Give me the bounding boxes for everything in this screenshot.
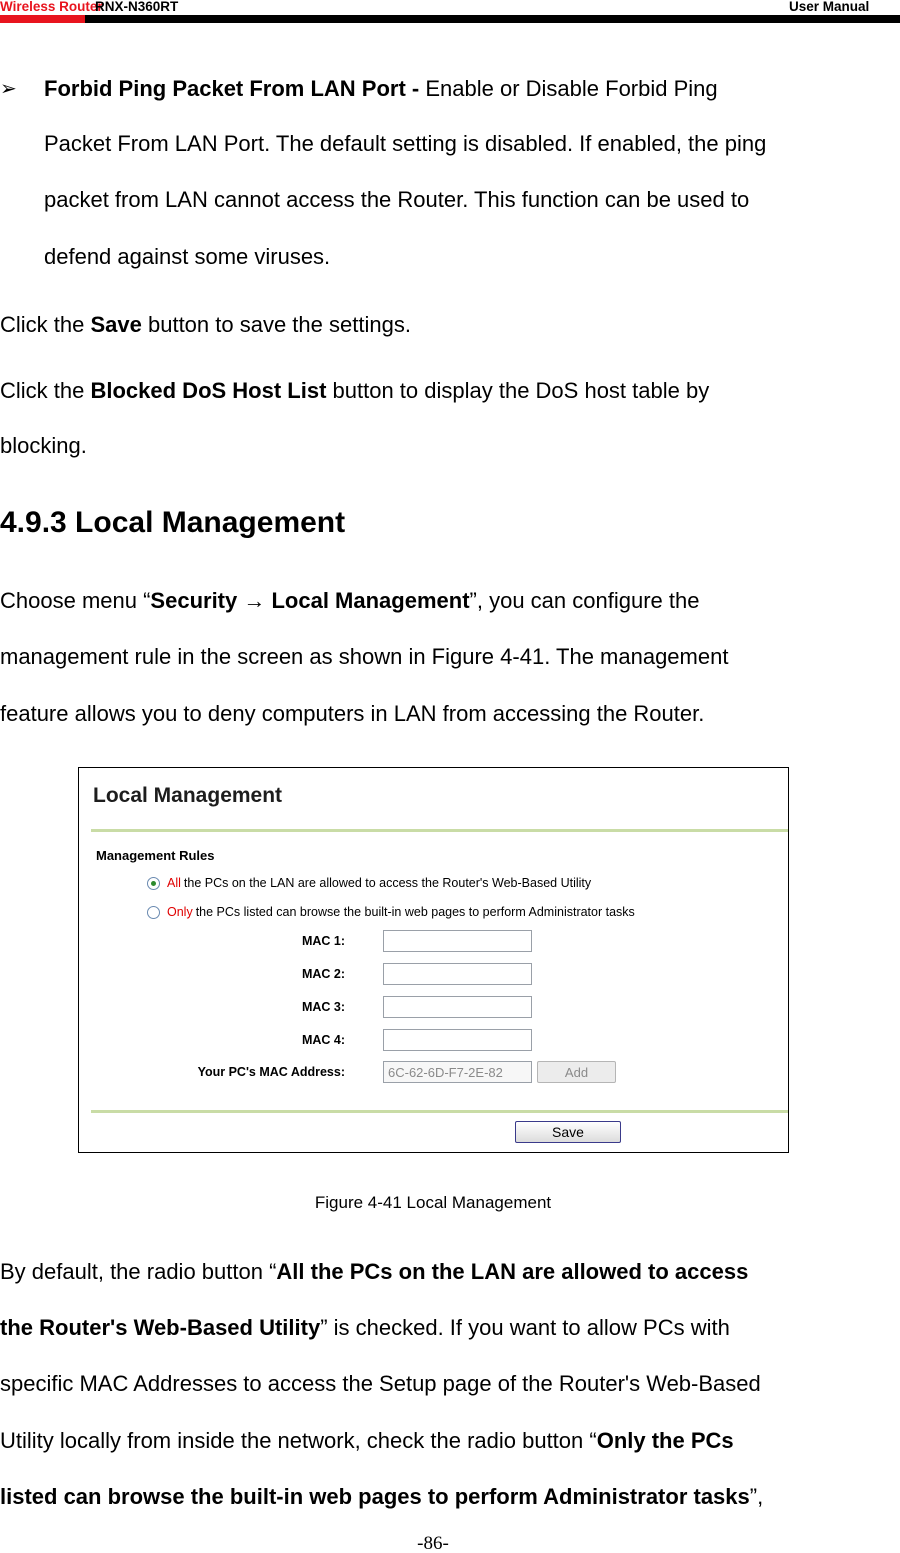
bullet-line-4: defend against some viruses. xyxy=(44,244,331,269)
mac-1-label: MAC 1: xyxy=(301,934,345,948)
default-line-5: listed can browse the built-in web pages to perform Administrator tasks”, xyxy=(0,1484,764,1509)
pc-mac-label: Your PC's MAC Address: xyxy=(197,1065,345,1079)
option-only-row[interactable] xyxy=(147,904,635,920)
bullet-line-2: Packet From LAN Port. The default setting is disabled. If enabled, the ping xyxy=(44,131,767,156)
add-button[interactable]: Add xyxy=(537,1061,616,1083)
intro-line-2: management rule in the screen as shown in Figure 4-41. The management xyxy=(0,644,729,669)
bullet-label: Forbid Ping Packet From LAN Port - xyxy=(44,76,426,101)
header-product: Wireless Router xyxy=(0,0,103,14)
bullet-arrow-icon: ➢ xyxy=(0,78,17,100)
mac-2-label: MAC 2: xyxy=(301,967,345,981)
mac-4-input[interactable] xyxy=(383,1029,532,1051)
figure-title: Local Management xyxy=(93,784,283,807)
mac-4-label: MAC 4: xyxy=(301,1033,345,1047)
default-line-2: the Router's Web-Based Utility” is checked. If you want to allow PCs with xyxy=(0,1315,730,1340)
option-all-radio[interactable] xyxy=(147,877,160,890)
default-line-3: specific MAC Addresses to access the Setup page of the Router's Web-Based xyxy=(0,1371,761,1396)
default-line-1: By default, the radio button “All the PCs on the LAN are allowed to access xyxy=(0,1259,749,1284)
para-save: Click the Save button to save the settings. xyxy=(0,312,411,337)
bullet-text: Enable or Disable Forbid Ping xyxy=(425,76,718,101)
para-dos-line-2: blocking. xyxy=(0,433,87,458)
intro-line-1: Choose menu “Security → Local Management”, you can configure the xyxy=(0,588,700,613)
header-doc-type: User Manual xyxy=(789,0,870,14)
header-model: RNX-N360RT xyxy=(95,0,179,14)
intro-line-3: feature allows you to deny computers in LAN from accessing the Router. xyxy=(0,701,705,726)
option-only-radio[interactable] xyxy=(147,906,160,919)
mac-2-input[interactable] xyxy=(383,963,532,985)
option-all-text: the PCs on the LAN are allowed to access the Router's Web-Based Utility xyxy=(183,876,592,890)
header-rule xyxy=(0,15,900,23)
bullet-line-1 xyxy=(44,76,718,102)
save-button[interactable]: Save xyxy=(515,1121,621,1143)
bullet-line-3: packet from LAN cannot access the Router. This function can be used to xyxy=(44,187,750,212)
option-only-keyword: Only xyxy=(167,905,193,919)
default-line-4: Utility locally from inside the network, check the radio button “Only the PCs xyxy=(0,1428,734,1453)
para-dos-line-1: Click the Blocked DoS Host List button to display the DoS host table by xyxy=(0,378,710,403)
pc-mac-input[interactable] xyxy=(383,1061,532,1083)
management-rules-heading: Management Rules xyxy=(96,848,215,863)
section-heading: 4.9.3 Local Management xyxy=(0,506,346,539)
option-only-text: the PCs listed can browse the built-in web pages to perform Administrator tasks xyxy=(195,905,635,919)
mac-3-input[interactable] xyxy=(383,996,532,1018)
figure-caption: Figure 4-41 Local Management xyxy=(314,1193,552,1212)
option-all-keyword: All xyxy=(167,876,181,890)
option-all-row[interactable] xyxy=(147,875,591,891)
figure-top-divider xyxy=(91,829,788,832)
figure-bottom-divider xyxy=(91,1110,788,1113)
figure-local-management xyxy=(78,767,789,1153)
mac-3-label: MAC 3: xyxy=(301,1000,345,1014)
mac-1-input[interactable] xyxy=(383,930,532,952)
page-number: -86- xyxy=(417,1533,449,1553)
header-rule-accent xyxy=(0,15,85,23)
